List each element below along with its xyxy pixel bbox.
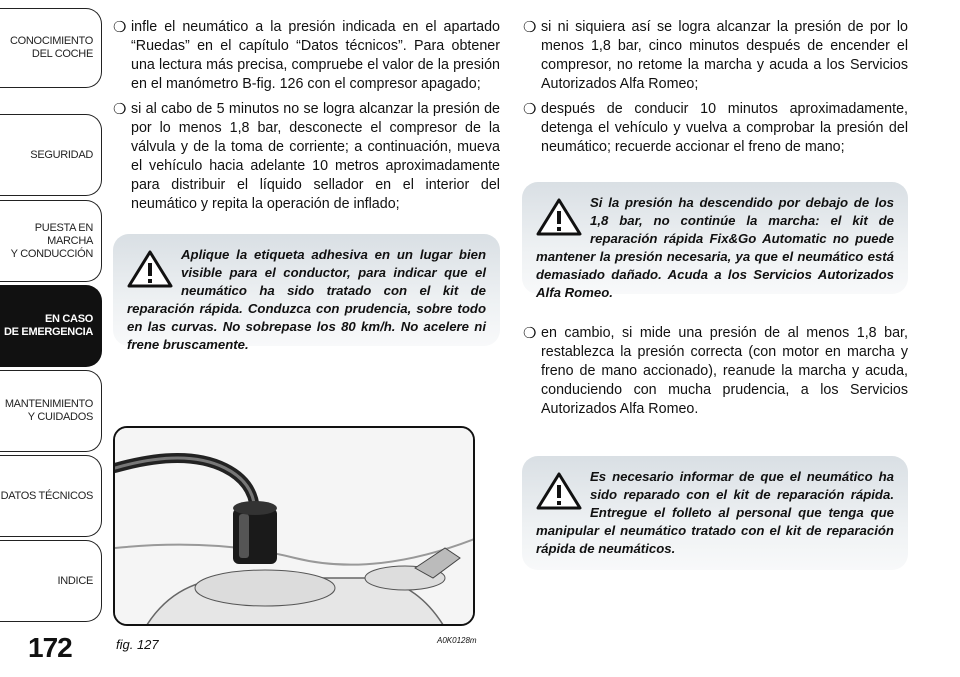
list-item <box>113 100 500 214</box>
bullet-icon: ❍ <box>113 101 127 118</box>
bullet-text: en cambio, si mide una presión de al menos 1,8 bar, restablezca la presión correcta (con motor en marcha y freno de mano accionado), reanude la marcha y acuda, conduciendo con mucha prudencia, a los Servicios Autorizados Alfa Romeo. <box>541 325 908 417</box>
tab-indice[interactable]: INDICE <box>0 540 102 622</box>
bullet-icon: ❍ <box>523 325 537 342</box>
bullet-text: después de conducir 10 minutos aproximadamente, detenga el vehículo y vuelva a comprobar la presión del neumático; recuerde accionar el freno de mano; <box>541 101 908 155</box>
bullet-text: si ni siquiera así se logra alcanzar la presión de por lo menos 1,8 bar, cinco minutos después de encender el compresor, no retome la marcha y acuda a los Servicios Autorizados Alfa Romeo; <box>541 19 908 92</box>
warning-text: Si la presión ha descendido por debajo de los 1,8 bar, no continúe la marcha: el kit de reparación rápida Fix&Go Automatic no puede mantener la presión necesaria, ya que el neumático está demasiado dañado. Acuda a los Servicios Autorizados Alfa Romeo. <box>536 195 894 300</box>
tab-puesta-en-marcha[interactable]: PUESTA EN MARCHA Y CONDUCCIÓN <box>0 200 102 282</box>
bullet-icon: ❍ <box>113 19 127 36</box>
bullet-text: si al cabo de 5 minutos no se logra alcanzar la presión de por lo menos 1,8 bar, desconecte el compresor de la válvula y de la toma de corriente; a continuación, mueva el vehículo hacia adelante 10 metros aproximadamente para distribuir el líquido sellador en el interior del neumático y repita la operación de inflado; <box>131 101 500 212</box>
list-item <box>523 18 908 94</box>
list-item <box>113 18 500 94</box>
tab-mantenimiento[interactable]: MANTENIMIENTO Y CUIDADOS <box>0 370 102 452</box>
figure-code: A0K0128m <box>437 636 477 645</box>
bullet-text: infle el neumático a la presión indicada en el apartado “Ruedas” en el capítulo “Datos técnicos”. Para obtener una lectura más precisa, compruebe el valor de la presión en el manómetro B-fig. 126 con el compresor apagado; <box>131 19 500 92</box>
bullet-icon: ❍ <box>523 101 537 118</box>
tab-en-caso-de-emergencia[interactable]: EN CASO DE EMERGENCIA <box>0 285 102 367</box>
warning-text: Aplique la etiqueta adhesiva en un lugar bien visible para el conductor, para indicar que el neumático ha sido tratado con el kit de reparación rápida. Conduzca con prudencia, sobre todo en las curvas. No sobrepase los 80 km/h. No acelere ni frene bruscamente. <box>127 247 486 352</box>
warning-triangle-icon <box>536 472 582 510</box>
warning-triangle-icon <box>127 250 173 288</box>
figure-image <box>113 426 475 626</box>
tab-seguridad[interactable]: SEGURIDAD <box>0 114 102 196</box>
warning-triangle-icon <box>536 198 582 236</box>
list-item <box>523 324 908 419</box>
figure-caption: fig. 127 <box>116 637 159 652</box>
warning-box <box>522 456 908 570</box>
warning-box <box>113 234 500 352</box>
list-item <box>523 100 908 157</box>
tab-conocimiento[interactable]: CONOCIMIENTO DEL COCHE <box>0 8 102 88</box>
warning-text: Es necesario informar de que el neumático ha sido reparado con el kit de reparación rápida. Entregue el folleto al personal que tenga que manipular el neumático tratado con el kit de reparación rápida de neumáticos. <box>536 469 894 556</box>
compressor-cable-illustration <box>115 428 475 626</box>
page-number: 172 <box>28 632 72 663</box>
warning-box <box>522 182 908 300</box>
bullet-icon: ❍ <box>523 19 537 36</box>
tab-datos-tecnicos[interactable]: DATOS TÉCNICOS <box>0 455 102 537</box>
